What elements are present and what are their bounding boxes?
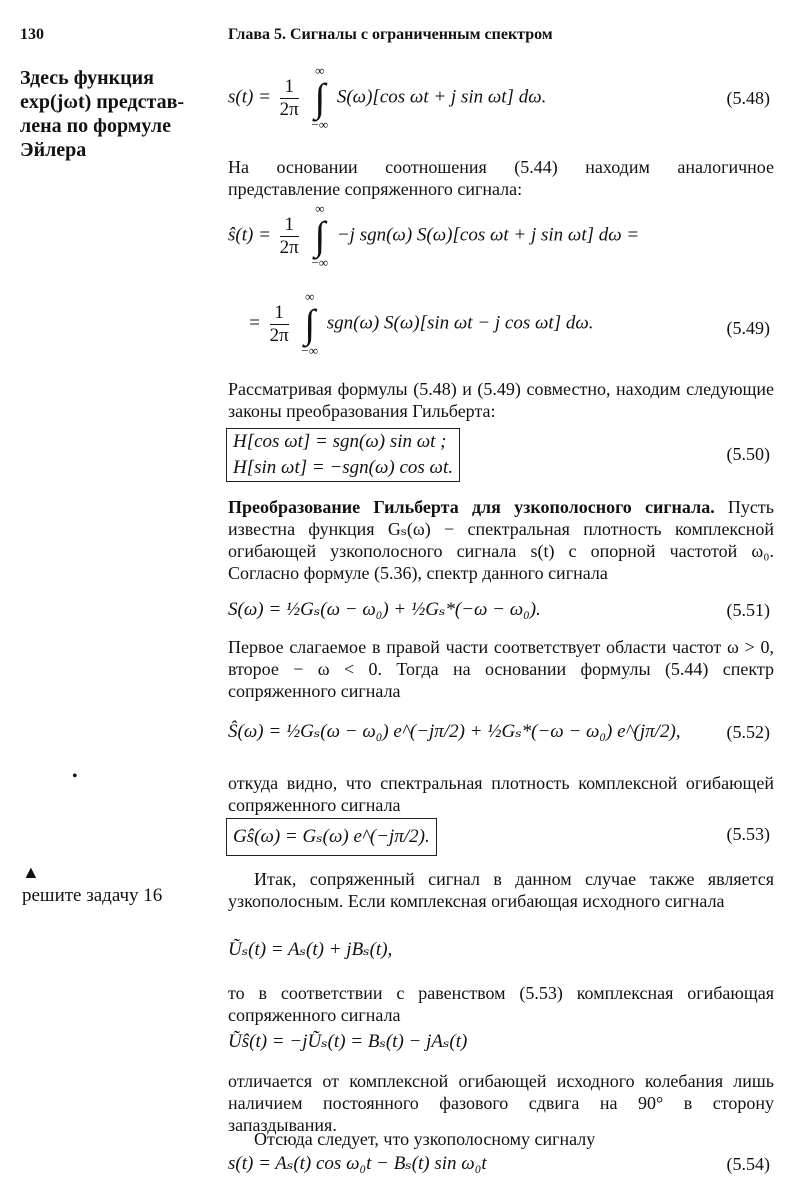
integral-sign: ∞ ∫ −∞	[311, 63, 329, 132]
equation-5-51: S(ω) = ½Gₛ(ω − ω₀) + ½Gₛ*(−ω − ω₀).	[228, 599, 541, 620]
equation-number: (5.52)	[726, 722, 770, 742]
eq-lhs: =	[248, 312, 266, 334]
eq-line: H[cos ωt] = sgn(ω) sin ωt ;	[233, 431, 447, 452]
eq-line: Gŝ(ω) = Gₛ(ω) e^(−jπ/2).	[233, 826, 430, 847]
running-head: Глава 5. Сигналы с ограниченным спектром	[228, 26, 553, 43]
equation-conjugate-envelope: Ũŝ(t) = −jŨₛ(t) = Bₛ(t) − jAₛ(t)	[228, 1031, 468, 1052]
paragraph: Рассматривая формулы (5.48) и (5.49) совместно, находим следующие законы преобразования Гильберта:	[228, 379, 774, 421]
eq-line: H[sin ωt] = −sgn(ω) cos ωt.	[233, 457, 454, 478]
equation-5-48	[228, 64, 546, 132]
paragraph: Первое слагаемое в правой части соответствует области частот ω > 0, второе − ω < 0. Тогда на основании формулы (5.44) спектр сопряженного сигнала	[228, 637, 774, 701]
eq-rhs: −j sgn(ω) S(ω)[cos ωt + j sin ωt] dω =	[336, 224, 640, 246]
boxed-equation-5-53	[226, 818, 437, 856]
equation-5-49b	[248, 290, 594, 358]
page-number: 130	[20, 26, 44, 43]
equation-number: (5.53)	[726, 824, 770, 844]
eq-lhs: ŝ(t) =	[228, 224, 276, 246]
paragraph: На основании соотношения (5.44) находим аналогичное представление сопряженного сигнала:	[228, 157, 774, 199]
equation-number: (5.48)	[726, 88, 770, 108]
margin-task-note: решите задачу 16	[22, 885, 163, 906]
triangle-icon: ▲	[22, 862, 40, 882]
stray-dot: •	[72, 768, 78, 785]
fraction: $\frac{1}{2\pi}$	[279, 213, 299, 258]
equation-5-49a	[228, 202, 639, 270]
paragraph-text: Пусть известна функция Gₛ(ω) − спектральная плотность комплексной огибающей узкополосного сигнала s(t) с опорной частотой ω₀. Согласно формуле (5.36), спектр данного сигнала	[228, 497, 774, 583]
paragraph: то в соответствии с равенством (5.53) комплексная огибающая сопряженного сигнала	[228, 983, 774, 1025]
paragraph	[228, 496, 774, 584]
equation-number: (5.49)	[726, 318, 770, 338]
equation-number: (5.51)	[726, 600, 770, 620]
integral-sign: ∞ ∫ −∞	[311, 201, 329, 270]
margin-note-line: Эйлера	[20, 139, 87, 161]
margin-note-line: лена по формуле	[20, 115, 172, 137]
eq-lhs: s(t) =	[228, 86, 276, 108]
equation-number: (5.54)	[726, 1154, 770, 1174]
eq-rhs: S(ω)[cos ωt + j sin ωt] dω.	[336, 86, 547, 108]
fraction: $\frac{1}{2\pi}$	[269, 301, 289, 346]
margin-note-line: exp(jωt) представ-	[20, 91, 185, 113]
equation-number: (5.50)	[726, 444, 770, 464]
margin-note	[20, 66, 210, 162]
paragraph: отличается от комплексной огибающей исходного колебания лишь наличием постоянного фазового сдвига на 90° в сторону запаздывания.	[228, 1071, 774, 1135]
equation-5-52: Ŝ(ω) = ½Gₛ(ω − ω₀) e^(−jπ/2) + ½Gₛ*(−ω − ω₀) e^(jπ/2),	[228, 721, 681, 742]
boxed-equation-5-50	[226, 428, 460, 482]
paragraph: откуда видно, что спектральная плотность комплексной огибающей сопряженного сигнала	[228, 773, 774, 815]
paragraph: Отсюда следует, что узкополосному сигналу	[254, 1129, 596, 1149]
integral-sign: ∞ ∫ −∞	[301, 289, 319, 358]
equation-5-54: s(t) = Aₛ(t) cos ω₀t − Bₛ(t) sin ω₀t	[228, 1153, 487, 1174]
paragraph: Итак, сопряженный сигнал в данном случае также является узкополосным. Если комплексная огибающая исходного сигнала	[228, 869, 774, 911]
margin-note-line: Здесь функция	[20, 67, 155, 89]
fraction: $\frac{1}{2\pi}$	[279, 75, 299, 120]
equation-complex-envelope: Ũₛ(t) = Aₛ(t) + jBₛ(t),	[228, 939, 393, 960]
section-heading: Преобразование Гильберта для узкополосного сигнала.	[228, 497, 715, 517]
eq-rhs: sgn(ω) S(ω)[sin ωt − j cos ωt] dω.	[326, 312, 594, 334]
